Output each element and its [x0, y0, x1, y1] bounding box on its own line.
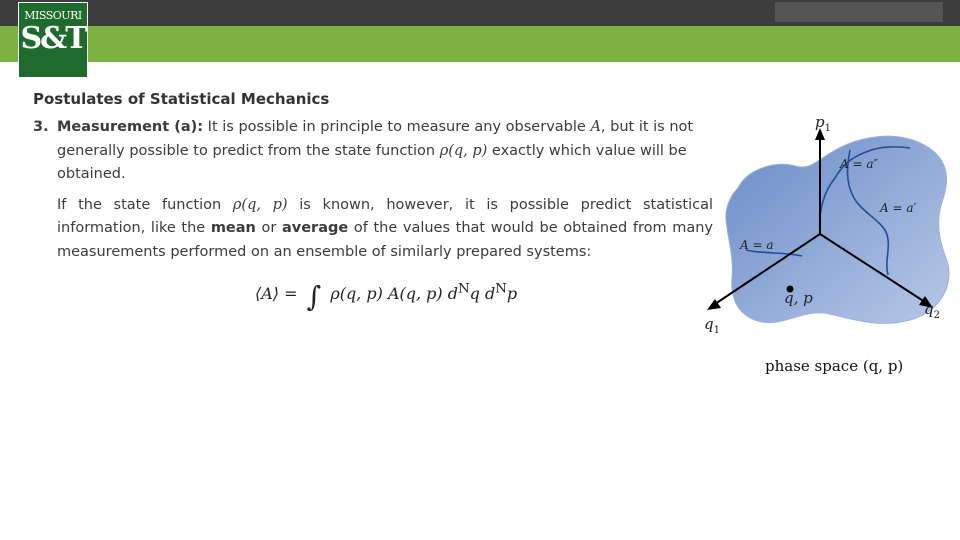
slide-title: Postulates of Statistical Mechanics [33, 90, 330, 108]
axis-q2-label: $q_2$ [924, 300, 940, 321]
average-equation [255, 280, 517, 313]
logo-top-text: MISSOURI [24, 9, 82, 22]
green-banner [0, 26, 960, 62]
top-bar [0, 0, 960, 26]
equation-lhs: ⟨A⟩ = [255, 284, 298, 303]
measurement-paragraph [33, 116, 713, 187]
integral-sign: ∫ [306, 280, 322, 313]
p1-symbol-rho: ρ(q, p) [439, 142, 488, 159]
axis-q1-label: $q_1$ [704, 315, 720, 336]
p1-text-b: , but it is not generally possible to predict from the state function [57, 119, 694, 159]
p2-text-a: If the state function [57, 196, 233, 213]
p2-symbol-rho: ρ(q, p) [232, 196, 288, 213]
phase-point-label: q, p [784, 289, 813, 307]
contour-label-a: A = a [740, 238, 774, 252]
statistical-paragraph [33, 194, 713, 265]
p1-text-c: exactly which value will be obtained. [57, 142, 687, 182]
item-number: 3. [33, 119, 49, 135]
top-bar-strip [775, 2, 943, 22]
p2-or: or [255, 220, 282, 236]
equation-sup-1: N [457, 281, 470, 297]
slide-content [33, 90, 713, 264]
university-logo [18, 2, 88, 78]
p1-symbol-a: A [590, 119, 601, 135]
phase-space-diagram [690, 100, 960, 390]
axis-p1-label: $p_1$ [815, 113, 831, 134]
p2-average: average [281, 220, 349, 236]
equation-mid: q d [469, 284, 496, 303]
equation-sup-2: N [495, 281, 507, 297]
phase-space-svg [690, 100, 960, 390]
equation-rhs: ρ(q, p) A(q, p) d [330, 284, 458, 303]
contour-label-a-double-prime: A = a″ [840, 157, 878, 171]
contour-label-a-prime: A = a′ [880, 201, 917, 215]
p2-mean: mean [210, 220, 256, 236]
equation-end: p [506, 284, 518, 303]
p1-text-a: It is possible in principle to measure any observable [203, 119, 591, 135]
diagram-caption: phase space (q, p) [765, 357, 904, 375]
p2-text-b: is known, however, it is possible predict statistical information, like the [57, 196, 714, 236]
item-heading: Measurement (a): [57, 119, 204, 135]
logo-main-text: S&T [20, 21, 86, 56]
p2-text-c: of the values that would be obtained from many measurements performed on an ensemble of similarly prepared systems: [57, 220, 714, 260]
